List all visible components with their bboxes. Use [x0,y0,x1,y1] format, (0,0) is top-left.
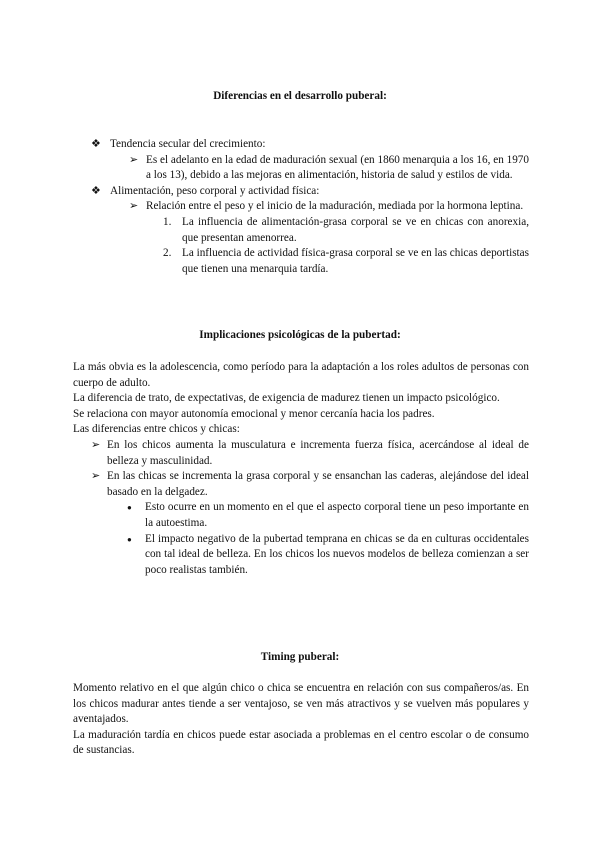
list-item [91,184,529,200]
section2-body [73,360,529,578]
section3-body [73,681,529,759]
section-title-implicaciones: Implicaciones psicológicas de la pubertad: [199,329,401,341]
paragraph: Las diferencias entre chicos y chicas: [73,423,240,436]
paragraph: Se relaciona con mayor autonomía emocional y menor cercanía hacia los padres. [73,407,435,420]
numbered-item [163,215,529,246]
list-item [127,532,529,579]
list-item-text: El impacto negativo de la pubertad temprana en chicas se da en culturas occidentales con tal ideal de belleza. En los chicos los nuevos modelos de belleza comienzan a ser poco realistas también. [145,532,529,576]
section-title-desarrollo-puberal: Diferencias en el desarrollo puberal: [213,90,387,102]
diamond-bullet-icon: ❖ [91,184,102,197]
arrow-bullet-icon: ➢ [129,200,139,213]
dot-bullet-icon: ● [127,503,132,513]
list-item [129,199,529,215]
list-item-label: Alimentación, peso corporal y actividad física: [110,184,320,197]
list-item-text: Es el adelanto en la edad de maduración sexual (en 1860 menarquia a los 16, en 1970 a los 13), debido a las mejoras en alimentación, historia de salud y estilos de vida. [146,153,529,182]
list-item-text: Esto ocurre en un momento en el que el aspecto corporal tiene un peso importante en la autoestima. [145,501,529,529]
section-title-timing-puberal: Timing puberal: [260,651,340,663]
numbered-item-text: La influencia de alimentación-grasa corporal se ve en chicas con anorexia, que presentan amenorrea. [182,215,529,244]
list-item-text: En los chicos aumenta la musculatura e incrementa fuerza física, acercándose al ideal de belleza y masculinidad. [107,438,529,467]
list-item [91,137,529,153]
paragraph: La diferencia de trato, de expectativas, de exigencia de madurez tienen un impacto psicológico. [73,392,500,405]
paragraph: Momento relativo en el que algún chico o chica se encuentra en relación con sus compañeros/as. En los chicos madurar antes tiende a ser ventajoso, se ven más atractivos y se vuelven más populares y aventajados. [73,682,529,726]
paragraph: La maduración tardía en chicos puede estar asociada a problemas en el centro escolar o de consumo de sustancias. [73,728,529,757]
item-number: 2. [163,247,172,260]
list-item [127,500,529,531]
list-item [129,153,529,184]
numbered-item-text: La influencia de actividad física-grasa corporal se ve en las chicas deportistas que tienen una menarquia tardía. [182,247,529,275]
paragraph: La más obvia es la adolescencia, como período para la adaptación a los roles adultos de personas con cuerpo de adulto. [73,361,529,389]
item-number: 1. [163,215,172,228]
list-item-text: Relación entre el peso y el inicio de la maduración, mediada por la hormona leptina. [146,200,524,213]
list-item [91,438,529,469]
numbered-item [163,246,529,277]
diamond-bullet-icon: ❖ [91,138,102,150]
dot-bullet-icon: ● [127,534,132,544]
list-item [91,469,529,500]
arrow-bullet-icon: ➢ [91,438,101,451]
arrow-bullet-icon: ➢ [91,470,101,483]
section1-list [91,137,529,277]
arrow-bullet-icon: ➢ [129,153,139,166]
list-item-text: En las chicas se incrementa la grasa corporal y se ensanchan las caderas, alejándose del ideal basado en la delgadez. [107,470,529,498]
list-item-label: Tendencia secular del crecimiento: [110,138,266,150]
